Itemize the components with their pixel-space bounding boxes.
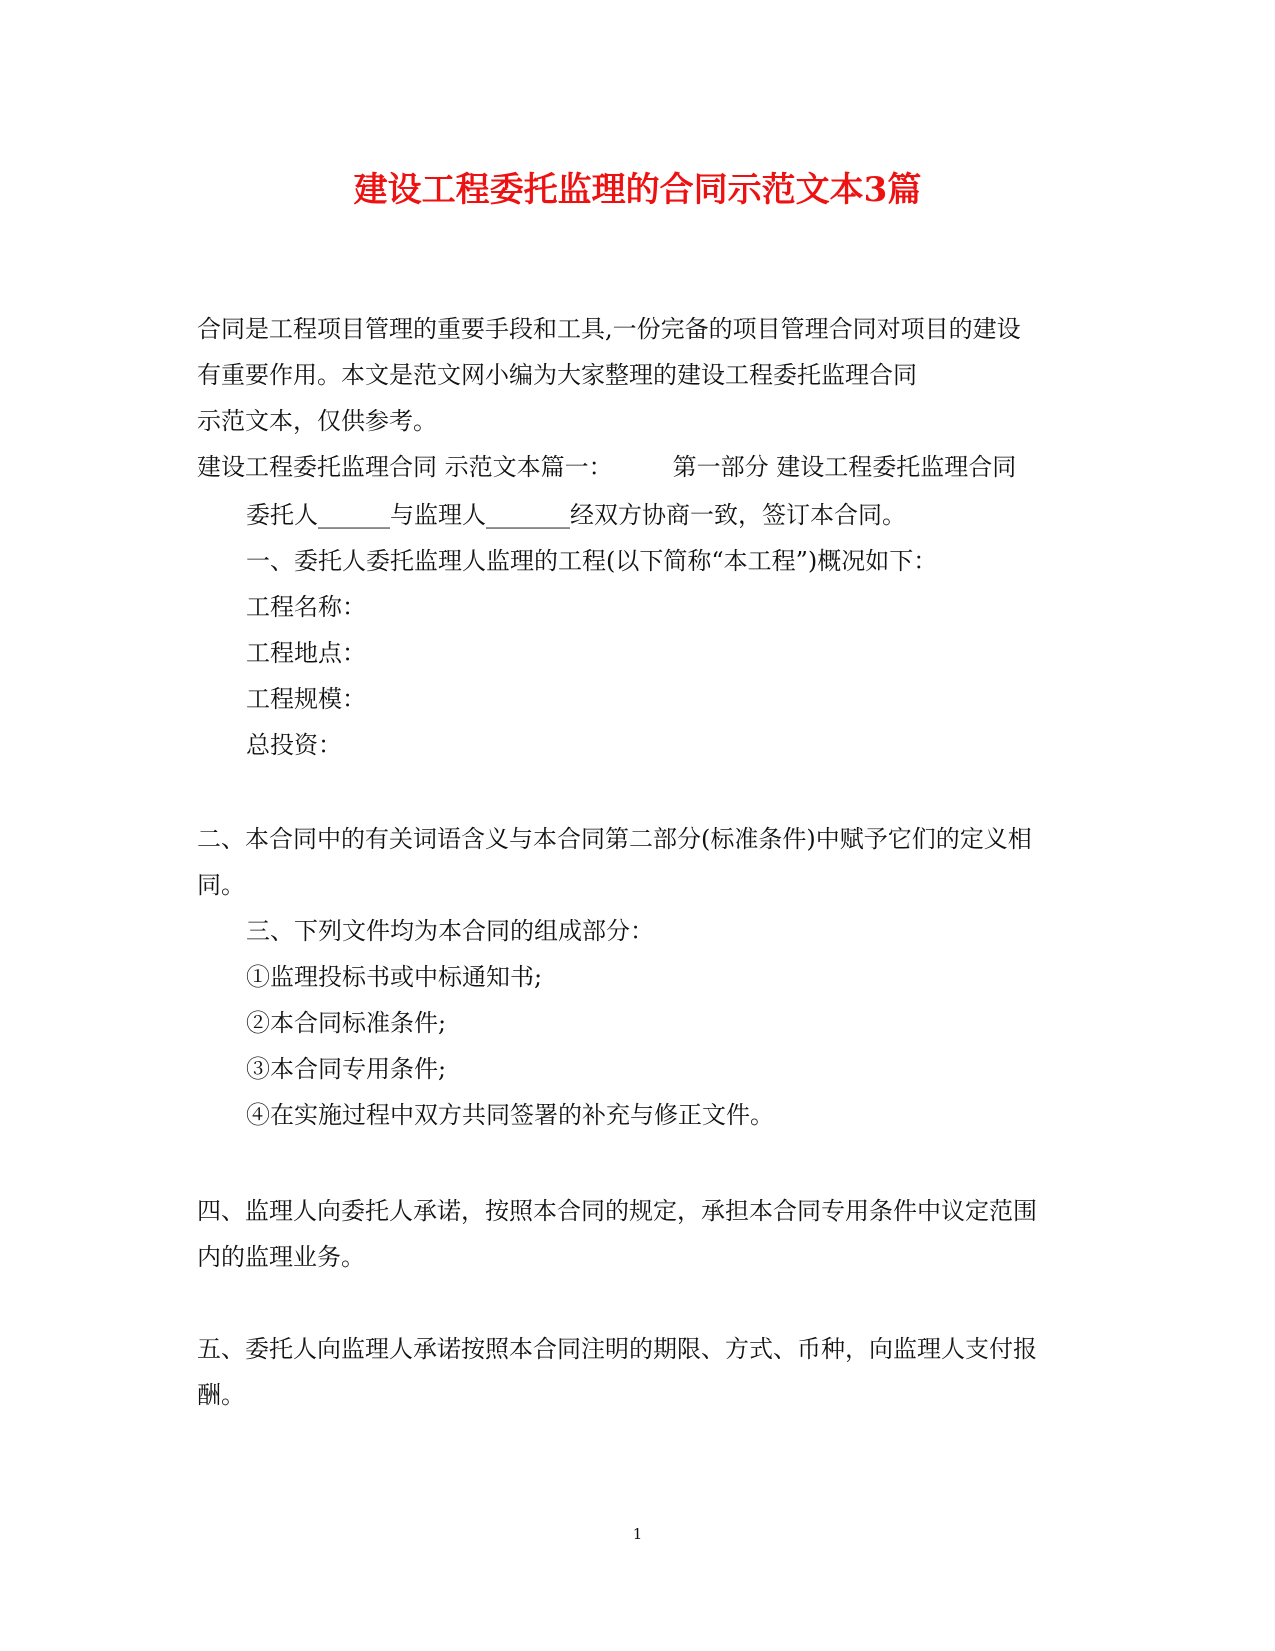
field-project-name: 工程名称： xyxy=(246,593,366,621)
clause-4-line-2: 内的监理业务。 xyxy=(197,1243,365,1271)
intro-line-3: 示范文本，仅供参考。 xyxy=(197,407,437,435)
intro-line-2: 有重要作用。本文是范文网小编为大家整理的建设工程委托监理合同 xyxy=(197,361,917,389)
clause-4-line-1: 四、监理人向委托人承诺，按照本合同的规定，承担本合同专用条件中议定范围 xyxy=(197,1197,1037,1225)
document-item-1: ①监理投标书或中标通知书; xyxy=(246,963,543,991)
clause-5-line-1: 五、委托人向监理人承诺按照本合同注明的期限、方式、币种，向监理人支付报 xyxy=(197,1335,1037,1363)
field-project-location: 工程地点： xyxy=(246,639,366,667)
clause-5-line-2: 酬。 xyxy=(197,1381,245,1409)
clause-1: 一、委托人委托监理人监理的工程(以下简称“本工程”)概况如下： xyxy=(246,547,938,575)
document-item-3: ③本合同专用条件; xyxy=(246,1055,447,1083)
clause-2-line-2: 同。 xyxy=(197,871,245,899)
field-total-investment: 总投资： xyxy=(246,731,342,759)
page-number: 1 xyxy=(632,1525,643,1543)
field-project-scale: 工程规模： xyxy=(246,685,366,713)
section-heading-left: 建设工程委托监理合同 示范文本篇一： xyxy=(197,453,613,481)
intro-line-1: 合同是工程项目管理的重要手段和工具,一份完备的项目管理合同对项目的建设 xyxy=(197,315,1021,343)
clause-3: 三、下列文件均为本合同的组成部分： xyxy=(246,917,654,945)
clause-2-line-1: 二、本合同中的有关词语含义与本合同第二部分(标准条件)中赋予它们的定义相 xyxy=(197,825,1032,853)
document-title: 建设工程委托监理的合同示范文本3篇 xyxy=(353,170,922,210)
parties-line: 委托人______与监理人_______经双方协商一致，签订本合同。 xyxy=(246,501,906,529)
section-heading xyxy=(197,451,1016,483)
section-heading-right: 第一部分 建设工程委托监理合同 xyxy=(672,453,1017,481)
document-item-2: ②本合同标准条件; xyxy=(246,1009,447,1037)
document-item-4: ④在实施过程中双方共同签署的补充与修正文件。 xyxy=(246,1101,774,1129)
